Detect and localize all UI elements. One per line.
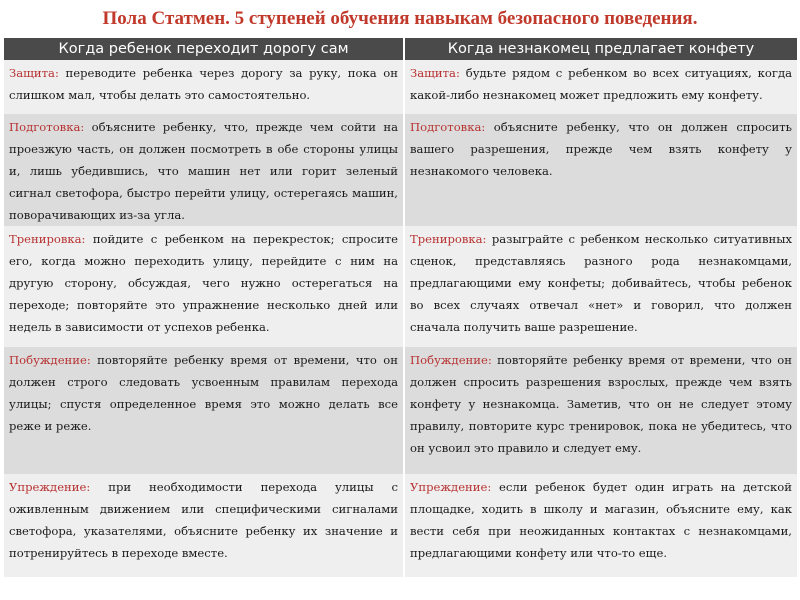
step-label: Подготовка: (410, 120, 486, 134)
cell-training-crossing (4, 226, 404, 347)
cell-prevention-crossing (4, 474, 404, 577)
step-text: повторяйте ребенку время от времени, что он должен строго следовать усвоенным правилам перехода улицы; спустя определенное время это можно делать все реже и реже. (9, 353, 398, 433)
step-text: пойдите с ребенком на перекресток; спросите его, когда можно переходить улицу, перейдите с ним на другую сторону, обсуждая, чего нужно остерегаться на переходе; повторяйте это упражнение несколько дней или недель в зависимости от успехов ребенка. (9, 232, 398, 334)
step-label: Тренировка: (9, 232, 86, 246)
step-text: при необходимости перехода улицы с оживленным движением или специфическими сигналами светофора, указателями, объясните ребенку их значение и потренируйтесь в переходе вместе. (9, 480, 398, 560)
table-row-preparation (4, 114, 797, 226)
cell-preparation-stranger (404, 114, 797, 226)
step-text: будьте рядом с ребенком во всех ситуациях, когда какой-либо незнакомец может предложить ему конфету. (410, 66, 792, 102)
step-label: Побуждение: (9, 353, 91, 367)
cell-preparation-crossing (4, 114, 404, 226)
step-label: Подготовка: (9, 120, 85, 134)
table-row-protection (4, 60, 797, 114)
table-header-row (4, 38, 797, 60)
step-label: Защита: (410, 66, 460, 80)
step-text: переводите ребенка через дорогу за руку, пока он слишком мал, чтобы делать это самостоятельно. (9, 66, 398, 102)
cell-protection-crossing (4, 60, 404, 114)
safety-steps-table (4, 38, 797, 577)
step-label: Побуждение: (410, 353, 492, 367)
cell-motivation-crossing (4, 347, 404, 474)
column-header-stranger-candy: Когда незнакомец предлагает конфету (404, 38, 797, 60)
cell-protection-stranger (404, 60, 797, 114)
step-text: повторяйте ребенку время от времени, что он должен спросить разрешения взрослых, прежде чем взять конфету у незнакомца. Заметив, что он не следует этому правилу, повторите курс тренировок, пока не убедитесь, что он усвоил это правило и следует ему. (410, 353, 792, 455)
step-label: Тренировка: (410, 232, 487, 246)
cell-training-stranger (404, 226, 797, 347)
step-text: разыграйте с ребенком несколько ситуативных сценок, представляясь разного рода незнакомцами, предлагающими ему конфеты; добивайтесь, чтобы ребенок во всех случаях отвечал «нет» и говорил, что должен сначала получить ваше разрешение. (410, 232, 792, 334)
table-row-prevention (4, 474, 797, 577)
step-label: Упреждение: (410, 480, 492, 494)
page-title: Пола Статмен. 5 ступеней обучения навыкам безопасного поведения. (102, 8, 698, 29)
step-text: объясните ребенку, что, прежде чем сойти на проезжую часть, он должен посмотреть в обе стороны улицы и, лишь убедившись, что машин нет или горит зеленый сигнал светофора, быстро перейти улицу, остерегаясь машин, поворачивающих из-за угла. (9, 120, 398, 222)
step-label: Упреждение: (9, 480, 91, 494)
table-row-motivation (4, 347, 797, 474)
cell-prevention-stranger (404, 474, 797, 577)
step-text: если ребенок будет один играть на детской площадке, ходить в школу и магазин, объясните ему, как вести себя при неожиданных контактах с незнакомцами, предлагающими конфету или что-то еще. (410, 480, 792, 560)
column-header-crossing-road: Когда ребенок переходит дорогу сам (4, 38, 404, 60)
step-text: объясните ребенку, что он должен спросить вашего разрешения, прежде чем взять конфету у незнакомого человека. (410, 120, 792, 178)
cell-motivation-stranger (404, 347, 797, 474)
table-row-training (4, 226, 797, 347)
step-label: Защита: (9, 66, 59, 80)
